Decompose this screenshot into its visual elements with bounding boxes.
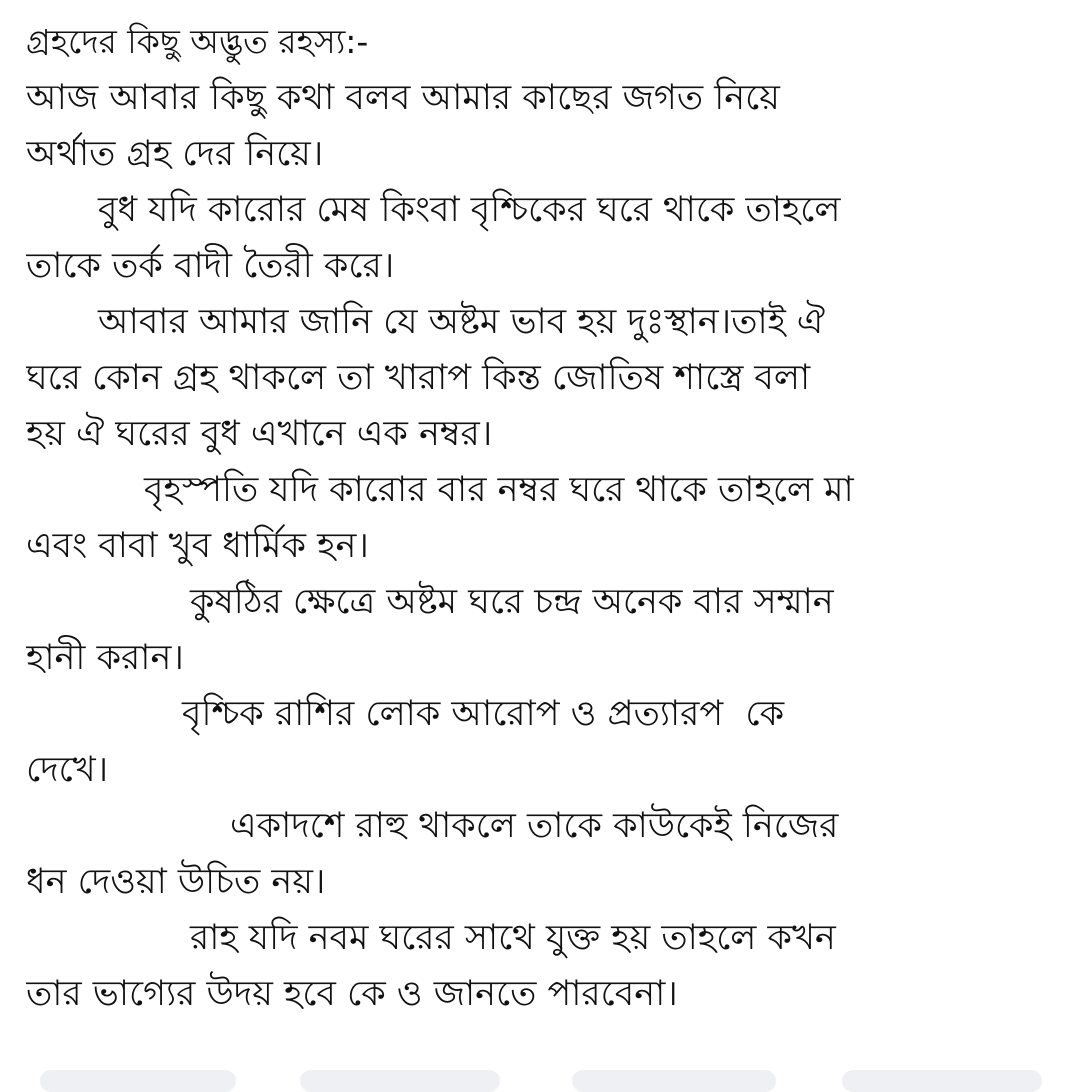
- post-line: একাদশে রাহু থাকলে তাকে কাউকেই নিজের: [230, 806, 839, 846]
- post-body: [26, 14, 1066, 1022]
- post-line: রাহ যদি নবম ঘরের সাথে যুক্ত হয় তাহলে কখন: [190, 918, 836, 958]
- reaction-button[interactable]: [40, 1070, 236, 1092]
- post-title: গ্রহদের কিছু অদ্ভুত রহস্য:-: [26, 22, 369, 61]
- post-line: তাকে তর্ক বাদী তৈরী করে।: [26, 246, 395, 286]
- reaction-button[interactable]: [572, 1070, 776, 1092]
- reaction-bar: [0, 1066, 1080, 1076]
- post-line: অর্থাত গ্রহ দের নিয়ে।: [26, 134, 324, 174]
- post-line: এবং বাবা খুব ধার্মিক হন।: [26, 526, 369, 566]
- post-line: বুধ যদি কারোর মেষ কিংবা বৃশ্চিকের ঘরে থাকে তাহলে: [98, 190, 841, 230]
- post-line: আজ আবার কিছু কথা বলব আমার কাছের জগত নিয়ে: [26, 78, 780, 118]
- reaction-button[interactable]: [842, 1070, 1042, 1092]
- post-line: হয় ঐ ঘরের বুধ এখানে এক নম্বর।: [26, 414, 493, 454]
- post-line: হানী করান।: [26, 638, 184, 678]
- post-line: বৃশ্চিক রাশির লোক আরোপ ও প্রত্যারপ কে: [182, 694, 785, 734]
- post-line: তার ভাগ্যের উদয় হবে কে ও জানতে পারবেনা।: [26, 974, 678, 1014]
- post-line: ধন দেওয়া উচিত নয়।: [26, 862, 326, 902]
- post-line: আবার আমার জানি যে অষ্টম ভাব হয় দুঃস্থান।তাই ঐ: [98, 302, 826, 342]
- post-line: ঘরে কোন গ্রহ থাকলে তা খারাপ কিন্ত জোতিষ শাস্ত্রে বলা: [26, 358, 811, 398]
- post-line: বৃহস্পতি যদি কারোর বার নম্বর ঘরে থাকে তাহলে মা: [144, 470, 854, 510]
- post-line: কুষঠির ক্ষেত্রে অষ্টম ঘরে চন্দ্র অনেক বার সম্মান: [190, 582, 834, 622]
- post-line: দেখে।: [26, 750, 109, 790]
- reaction-button[interactable]: [300, 1070, 500, 1092]
